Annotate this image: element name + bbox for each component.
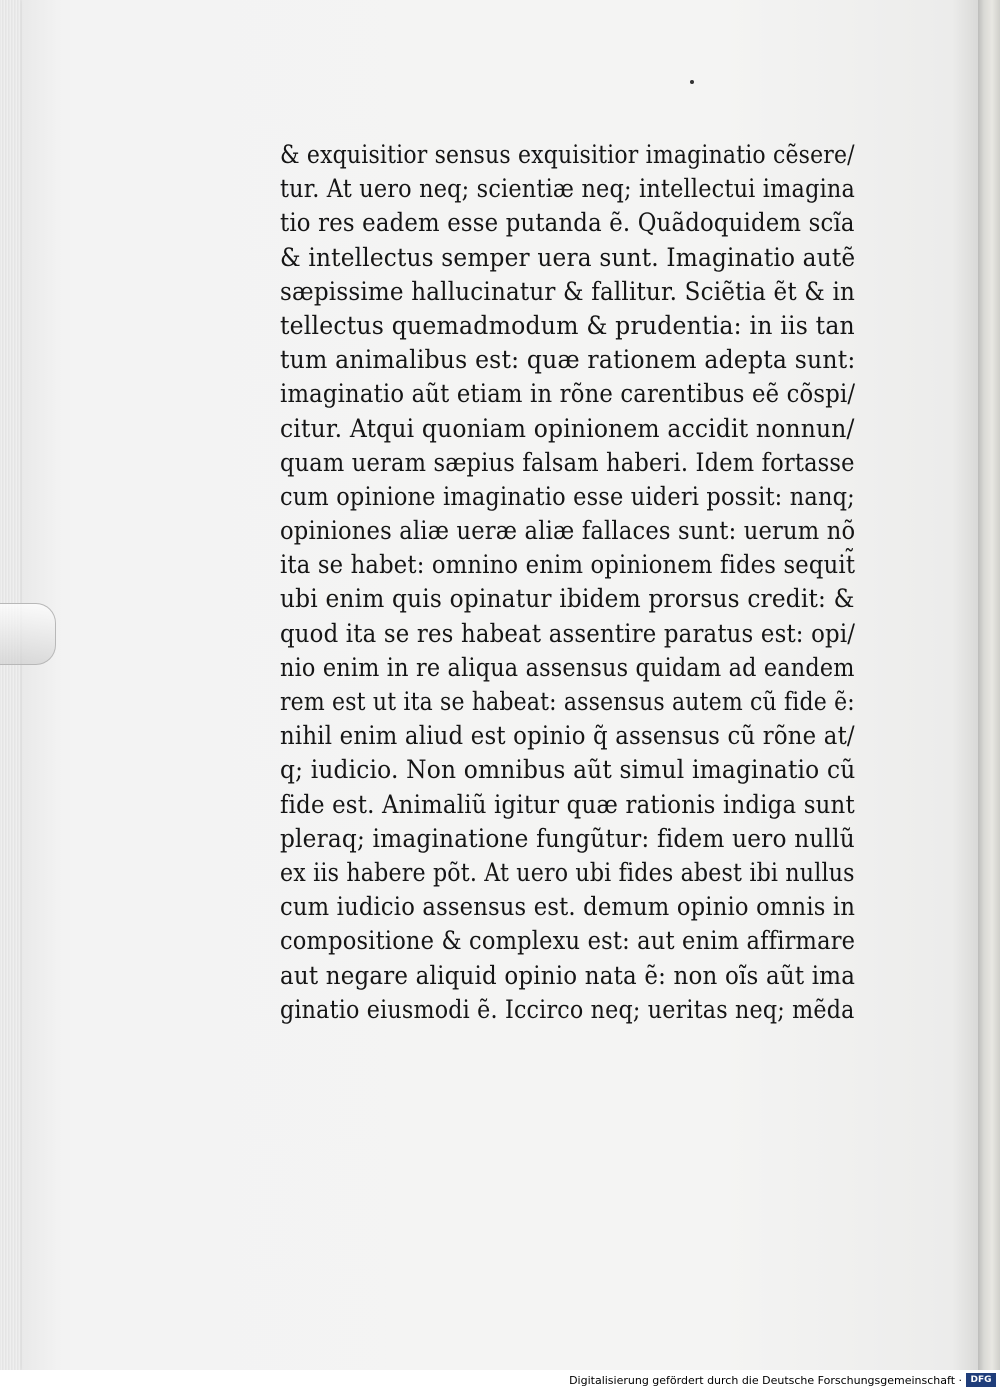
- page-right-edge: [978, 0, 1000, 1370]
- text-line: sæpissime hallucinatur & fallitur. Sciẽtia ẽt & in: [280, 276, 856, 306]
- text-line: tum animalibus est: quæ rationem adepta sunt:: [280, 345, 856, 375]
- text-line: cum iudicio assensus est. demum opinio omnis in: [280, 892, 856, 922]
- text-line: compositione & complexu est: aut enim affirmare: [280, 926, 856, 956]
- text-line: opiniones aliæ ueræ aliæ fallaces sunt: uerum nõ: [280, 516, 856, 546]
- text-line: quam ueram sæpius falsam haberi. Idem fortasse: [280, 447, 855, 477]
- text-line: citur. Atqui quoniam opinionem accidit nonnun/: [280, 413, 855, 443]
- text-line: nihil enim aliud est opinio q̃ assensus cũ rõne at/: [280, 721, 855, 751]
- footer-credit: Digitalisierung gefördert durch die Deutsche Forschungsgemeinschaft ·: [569, 1374, 962, 1387]
- text-line: & exquisitior sensus exquisitior imaginatio cẽsere/: [280, 140, 855, 169]
- text-line: nio enim in re aliqua assensus quidam ad eandem: [280, 652, 855, 682]
- text-block: [280, 138, 860, 1027]
- text-line: ubi enim quis opinatur ibidem prorsus credit: &: [280, 584, 855, 614]
- page-mark: [690, 80, 694, 84]
- text-line: fide est. Animaliũ igitur quæ rationis indiga sunt: [280, 789, 855, 819]
- text-line: q; iudicio. Non omnibus aũt simul imaginatio cũ: [280, 755, 856, 785]
- text-line: ginatio eiusmodi ẽ. Iccirco neq; ueritas neq; mẽda: [280, 994, 855, 1024]
- text-line: ita se habet: omnino enim opinionem fides sequit̃: [280, 550, 856, 580]
- text-line: tellectus quemadmodum & prudentia: in iis tan: [280, 310, 855, 340]
- text-line: tio res eadem esse putanda ẽ. Quãdoquidem scĩa: [280, 208, 855, 238]
- dfg-logo: DFG: [966, 1373, 996, 1387]
- text-line: rem est ut ita se habeat: assensus autem cũ fide ẽ:: [280, 687, 855, 716]
- text-line: ex iis habere põt. At uero ubi fides abest ibi nullus: [280, 857, 855, 887]
- text-line: & intellectus semper uera sunt. Imaginatio autẽ: [280, 242, 856, 272]
- text-line: quod ita se res habeat assentire paratus est: opi/: [280, 618, 856, 648]
- text-line: aut negare aliquid opinio nata ẽ: non oĩs aũt ima: [280, 960, 856, 990]
- bookmark-strip: [0, 603, 56, 665]
- text-line: pleraq; imaginatione fungũtur: fidem uero nullũ: [280, 823, 855, 853]
- text-line: imaginatio aũt etiam in rõne carentibus eẽ cõspi/: [280, 379, 856, 409]
- text-line: tur. At uero neq; scientiæ neq; intellectui imagina: [280, 174, 856, 204]
- text-line: cum opinione imaginatio esse uideri possit: nanq;: [280, 481, 855, 511]
